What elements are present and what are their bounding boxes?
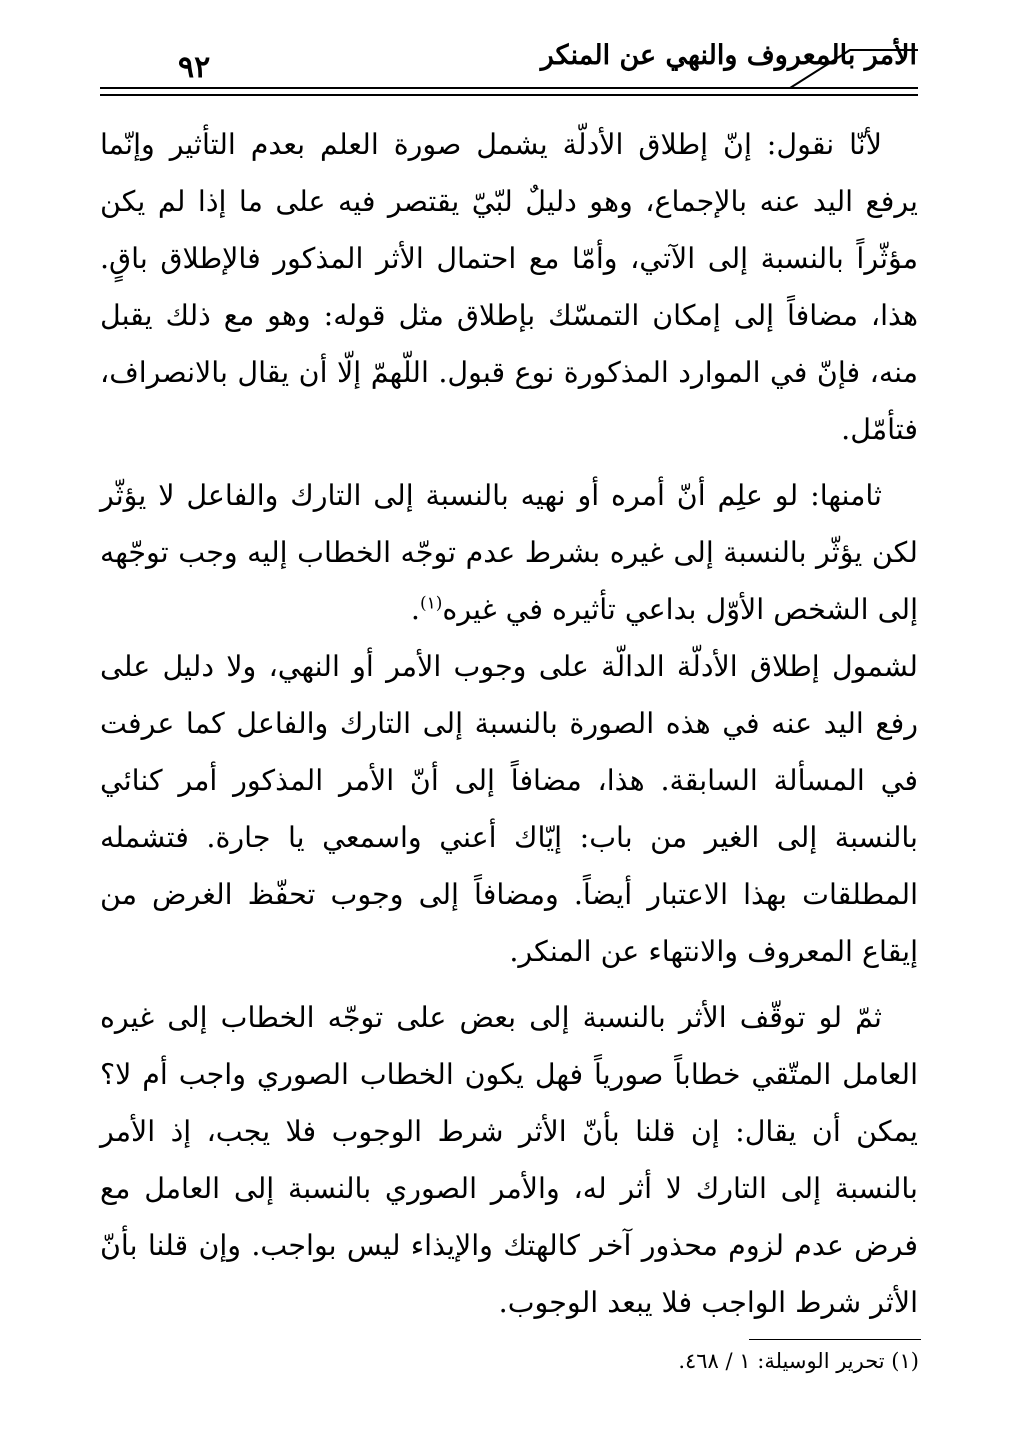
paragraph-2 (100, 467, 918, 638)
paragraph-4: ثمّ لو توقّف الأثر بالنسبة إلى بعض على توجّه الخطاب إلى غيره العامل المتّقي خطاباً صورياً فهل يكون الخطاب الصوري واجب أم لا؟ يمكن أن يقال: إن قلنا بأنّ الأثر شرط الوجوب فلا يجب، إذ الأمر بالنسبة إلى التارك لا أثر له، والأمر الصوري بالنسبة إلى العامل مع فرض عدم لزوم محذور آخر كالهتك والإيذاء ليس بواجب. وإن قلنا بأنّ الأثر شرط الواجب فلا يبعد الوجوب. (100, 1001, 918, 1319)
footnote-reference[interactable]: (١) (419, 593, 443, 614)
paragraph-1: لأنّا نقول: إنّ إطلاق الأدلّة يشمل صورة العلم بعدم التأثير وإنّما يرفع اليد عنه بالإجماع، وهو دليلٌ لبّيّ يقتصر فيه على ما إذا لم يكن مؤثّراً بالنسبة إلى الآتي، وأمّا مع احتمال الأثر المذكور فالإطلاق باقٍ. هذا، مضافاً إلى إمكان التمسّك بإطلاق مثل قوله: وهو مع ذلك يقبل منه، فإنّ في الموارد المذكورة نوع قبول. اللّهمّ إلّا أن يقال بالانصراف، فتأمّل. (100, 128, 918, 446)
body-text (100, 116, 918, 1331)
page-number: ٩٢ (178, 50, 211, 85)
footnote-separator (749, 1339, 921, 1340)
paragraph-2-text: ثامنها: لو علِم أنّ أمره أو نهيه بالنسبة إلى التارك والفاعل لا يؤثّر لكن يؤثّر بالنسبة إلى غيره بشرط عدم توجّه الخطاب إليه وجب توجّهه إلى الشخص الأوّل بداعي تأثيره في غيره (100, 479, 918, 626)
paragraph-3: لشمول إطلاق الأدلّة الدالّة على وجوب الأمر أو النهي، ولا دليل على رفع اليد عنه في هذه الصورة بالنسبة إلى التارك والفاعل كما عرفت في المسألة السابقة. هذا، مضافاً إلى أنّ الأمر المذكور أمر كنائي بالنسبة إلى الغير من باب: إيّاك أعني واسمعي يا جارة. فتشمله المطلقات بهذا الاعتبار أيضاً. ومضافاً إلى وجوب تحفّظ الغرض من إيقاع المعروف والانتهاء عن المنكر. (100, 650, 918, 968)
paragraph-2-end: . (410, 593, 420, 626)
running-title: الأمر بالمعروف والنهي عن المنكر (540, 40, 917, 71)
footnote-1: (١) تحرير الوسيلة: ١ / ٤٦٨. (678, 1349, 919, 1373)
